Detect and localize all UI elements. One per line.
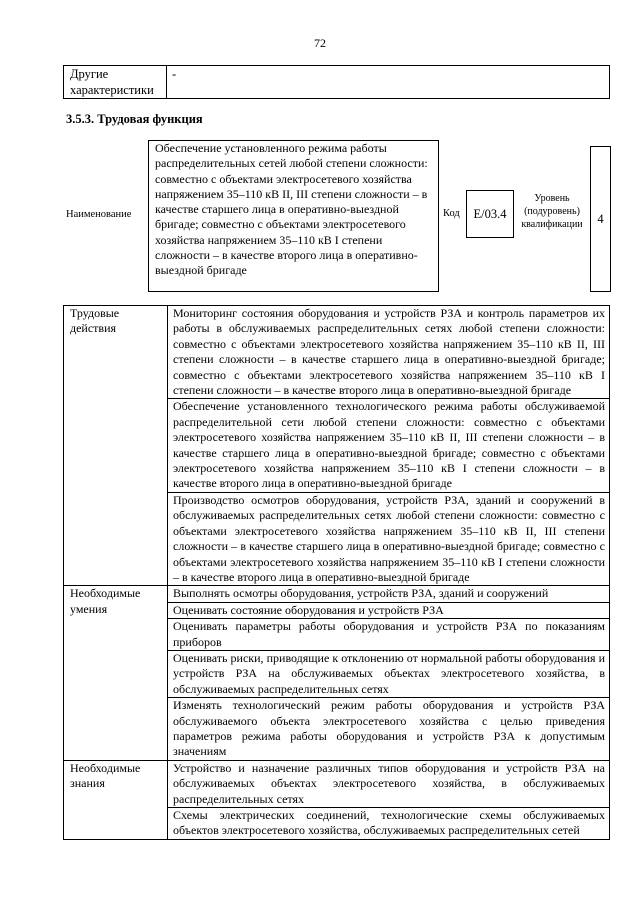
code-label: Код	[443, 208, 460, 219]
qualification-level-label: Уровень (подуровень) квалификации	[521, 193, 583, 230]
skill-item: Выполнять осмотры оборудования, устройств РЗА, зданий и сооружений	[168, 586, 610, 602]
labor-actions-label: Трудовые действия	[64, 306, 168, 586]
labor-action-item: Обеспечение установленного технологического режима работы обслуживаемой распределительной сети любой степени сложности: совместно с объектами электросетевого хозяйства напряжением 35–110 кВ II, III степени сложности – в качестве старшего лица в оперативно-выездной бригаде; совместно с объектами электросетевого хозяйства напряжением 35–110 кВ I степени сложности – в качестве второго лица в оперативно-выездной бригаде	[168, 399, 610, 492]
other-characteristics-label: Другие характеристики	[64, 66, 167, 99]
skill-item: Оценивать состояние оборудования и устройств РЗА	[168, 602, 610, 618]
labor-action-item: Мониторинг состояния оборудования и устройств РЗА и контроль параметров их работы в обслуживаемых распределительных сетях любой степени сложности: совместно с объектами электросетевого хозяйства напряжением 35–110 кВ II, III степени сложности – в качестве старшего лица в оперативно-выездной бригаде; совместно с объектами электросетевого хозяйства напряжением 35–110 кВ I степени сложности – в качестве второго лица в оперативно-выездной бригаде	[168, 306, 610, 399]
other-characteristics-table	[63, 65, 610, 99]
required-knowledge-label: Необходимые знания	[64, 760, 168, 839]
page-number: 72	[314, 36, 326, 50]
code-box: E/03.4	[466, 190, 514, 238]
labor-action-item: Производство осмотров оборудования, устройств РЗА, зданий и сооружений в обслуживаемых распределительных сетях любой степени сложности: совместно с объектами электросетевого хозяйства напряжением 35–110 кВ II, III степени сложности – в качестве старшего лица в оперативно-выездной бригаде; совместно с объектами электросетевого хозяйства напряжением 35–110 кВ I степени сложности – в качестве второго лица в оперативно-выездной бригаде	[168, 492, 610, 585]
table-row	[64, 306, 610, 399]
function-details-table	[63, 305, 610, 840]
knowledge-item: Устройство и назначение различных типов оборудования и устройств РЗА на обслуживаемых объектах электросетевого хозяйства, в обслуживаемых распределительных сетях	[168, 760, 610, 807]
skill-item: Изменять технологический режим работы оборудования и устройств РЗА обслуживаемого объекта электросетевого хозяйства с целью приведения параметров режима работы оборудования и устройств РЗА к допустимым значениям	[168, 698, 610, 761]
knowledge-item: Схемы электрических соединений, технологические схемы обслуживаемых объектов электросетевого хозяйства, обслуживаемых распределительных сетей	[168, 808, 610, 840]
table-row	[64, 66, 610, 99]
skill-item: Оценивать риски, приводящие к отклонению от нормальной работы оборудования и устройств РЗА на обслуживаемых объектах электросетевого хозяйства, в обслуживаемых распределительных сетях	[168, 650, 610, 697]
qualification-level-box: 4	[590, 146, 611, 292]
function-name-label: Наименование	[66, 209, 132, 220]
other-characteristics-value: -	[167, 66, 610, 99]
table-row	[64, 760, 610, 807]
required-skills-label: Необходимые умения	[64, 586, 168, 760]
function-name-box: Обеспечение установленного режима работы распределительных сетей любой степени сложности: совместно с объектами электросетевого хозяйства напряжением 35–110 кВ II, III степени сложности – в качестве старшего лица в оперативно-выездной бригаде; совместно с объектами электросетевого хозяйства напряжением 35–110 кВ I степени сложности – в качестве второго лица в оперативно-выездной бригаде	[148, 140, 439, 292]
section-heading: 3.5.3. Трудовая функция	[66, 112, 203, 126]
skill-item: Оценивать параметры работы оборудования и устройств РЗА по показаниям приборов	[168, 619, 610, 651]
table-row	[64, 586, 610, 602]
